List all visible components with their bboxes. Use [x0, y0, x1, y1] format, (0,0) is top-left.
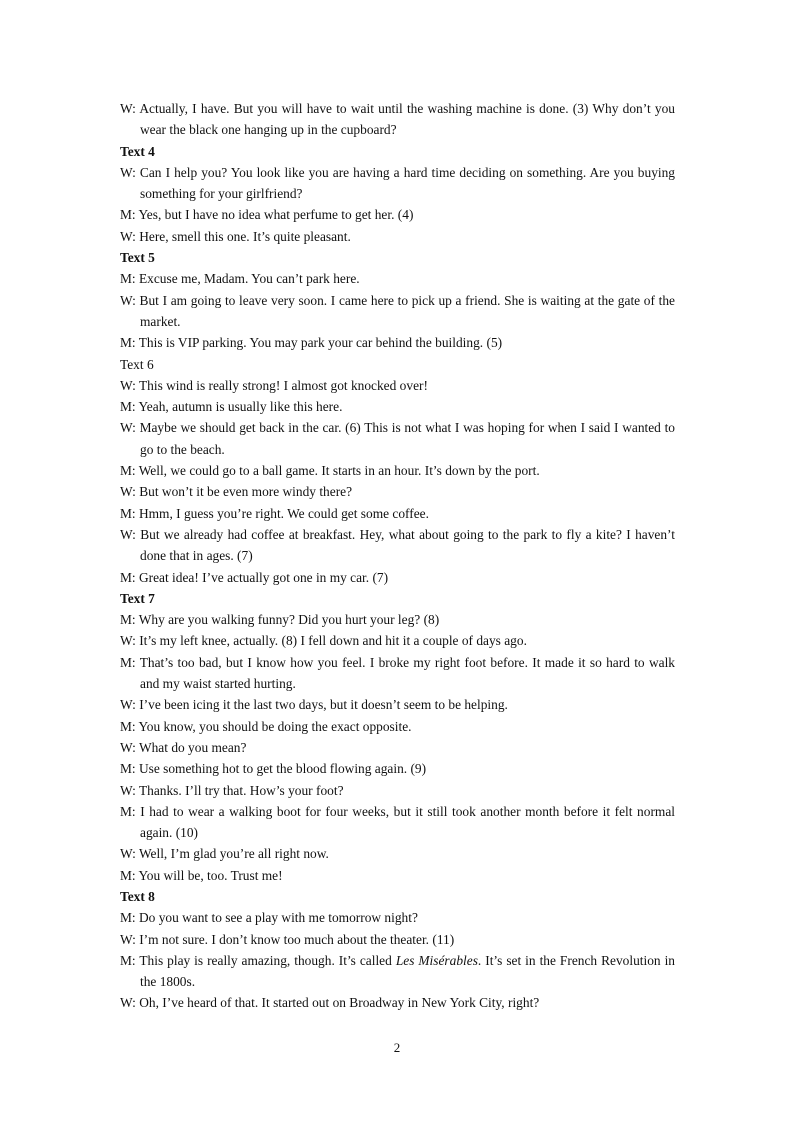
- dialog-text-before-title: M: This play is really amazing, though. It’s called: [120, 952, 396, 968]
- dialog-line: W: But won’t it be even more windy there?: [120, 484, 353, 500]
- dialog-line: M: Well, we could go to a ball game. It starts in an hour. It’s down by the port.: [120, 463, 540, 479]
- dialog-line: W: But I am going to leave very soon. I came here to pick up a friend. She is waiting at the gate of the market.: [120, 292, 675, 329]
- play-title: Les Misérables: [395, 952, 478, 968]
- dialog-line: M: Use something hot to get the blood flowing again. (9): [120, 761, 427, 777]
- dialog-line-with-title: [120, 950, 675, 993]
- dialog-line: M: Yes, but I have no idea what perfume to get her. (4): [120, 207, 414, 223]
- dialog-line: W: What do you mean?: [120, 739, 247, 755]
- section-heading-text-7: Text 7: [120, 590, 155, 606]
- document-body: [120, 98, 675, 1014]
- dialog-line: W: Well, I’m glad you’re all right now.: [120, 846, 329, 862]
- dialog-line: M: Why are you walking funny? Did you hurt your leg? (8): [120, 612, 440, 628]
- section-heading-text-5: Text 5: [120, 250, 155, 266]
- dialog-line: M: Do you want to see a play with me tomorrow night?: [120, 910, 418, 926]
- dialog-line: M: You will be, too. Trust me!: [120, 867, 283, 883]
- section-heading-text-6: Text 6: [120, 356, 154, 372]
- dialog-line: W: But we already had coffee at breakfast. Hey, what about going to the park to fly a kite? I haven’t done that in ages. (7): [120, 526, 675, 564]
- dialog-line: M: This is VIP parking. You may park your car behind the building. (5): [120, 335, 503, 351]
- dialog-text-after-title: . It’s set in the French Revolution in the 1800s.: [140, 952, 675, 990]
- dialog-line: M: That’s too bad, but I know how you feel. I broke my right foot before. It made it so hard to walk and my waist started hurting.: [120, 654, 675, 692]
- dialog-line: M: Great idea! I’ve actually got one in my car. (7): [120, 569, 389, 585]
- section-heading-text-8: Text 8: [120, 888, 155, 904]
- dialog-line: W: Thanks. I’ll try that. How’s your foot?: [120, 782, 344, 798]
- dialog-line: W: Can I help you? You look like you are having a hard time deciding on something. Are you buying something for your girlfriend?: [120, 164, 675, 202]
- dialog-line: M: Hmm, I guess you’re right. We could get some coffee.: [120, 505, 429, 521]
- dialog-line: W: Oh, I’ve heard of that. It started out on Broadway in New York City, right?: [120, 995, 540, 1011]
- dialog-line: M: Yeah, autumn is usually like this here.: [120, 399, 343, 415]
- dialog-line: W: I’m not sure. I don’t know too much about the theater. (11): [120, 931, 455, 947]
- page-number: 2: [393, 1040, 401, 1055]
- dialog-line: W: I’ve been icing it the last two days, but it doesn’t seem to be helping.: [120, 697, 508, 713]
- section-heading-text-4: Text 4: [120, 143, 155, 159]
- dialog-line: W: It’s my left knee, actually. (8) I fell down and hit it a couple of days ago.: [120, 633, 527, 649]
- dialog-line: M: Excuse me, Madam. You can’t park here.: [120, 271, 360, 287]
- dialog-line: M: I had to wear a walking boot for four weeks, but it still took another month before it felt normal again. (10): [120, 803, 675, 841]
- dialog-line: W: This wind is really strong! I almost got knocked over!: [120, 377, 428, 393]
- dialog-line: W: Maybe we should get back in the car. (6) This is not what I was hoping for when I said I wanted to go to the beach.: [120, 420, 675, 457]
- dialog-line: M: You know, you should be doing the exact opposite.: [120, 718, 412, 734]
- dialog-line: W: Actually, I have. But you will have to wait until the washing machine is done. (3) Why don’t you wear the black one hanging up in the cupboard?: [120, 101, 675, 138]
- dialog-line: W: Here, smell this one. It’s quite pleasant.: [120, 228, 351, 244]
